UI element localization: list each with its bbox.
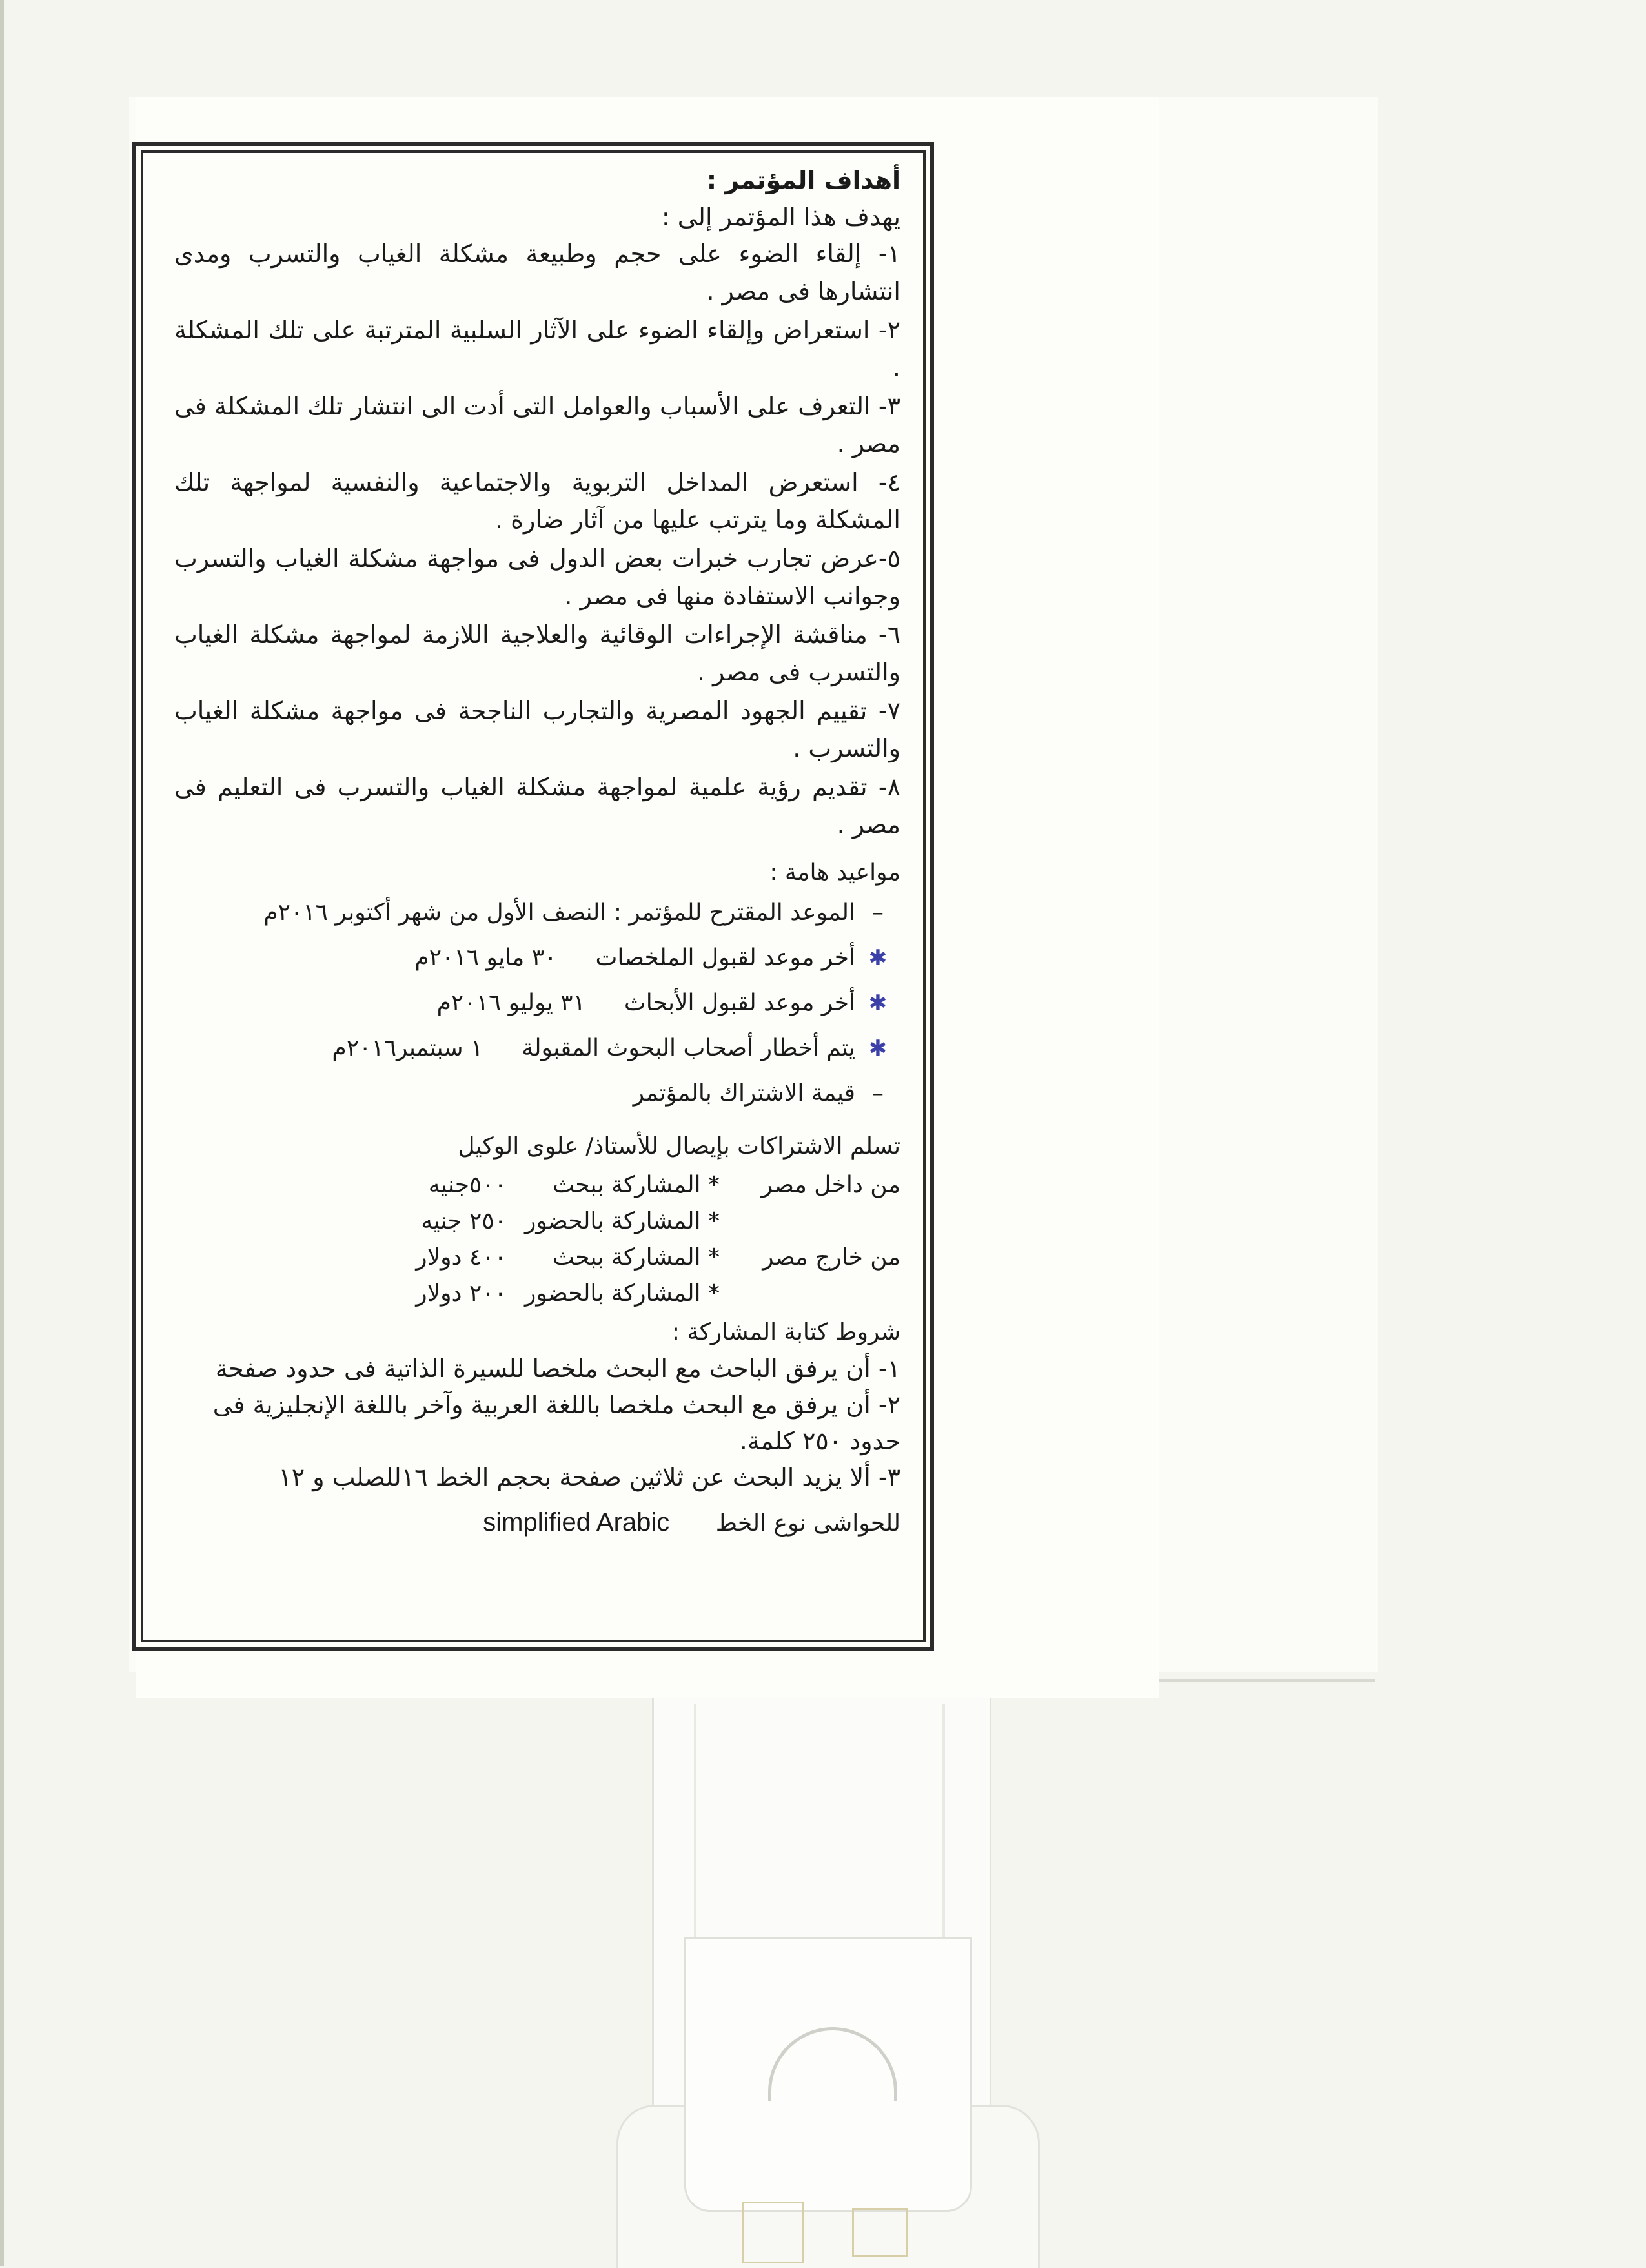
date-label: أخر موعد لقبول الملخصات: [595, 945, 855, 971]
fee-amount: ٢٠٠ دولار: [416, 1280, 507, 1307]
date-row: [174, 986, 900, 1020]
fee-kind: * المشاركة ببحث: [552, 1244, 720, 1271]
star-bullet: ✱: [868, 990, 888, 1016]
fee-row: [174, 1203, 900, 1240]
fee-amount: ٤٠٠ دولار: [416, 1244, 507, 1271]
goal-item: ٥-عرض تجارب خبرات بعض الدول فى مواجهة مشكلة الغياب والتسرب وجوانب الاستفادة منها فى مصر .: [174, 544, 900, 610]
date-label: قيمة الاشتراك بالمؤتمر: [633, 1080, 855, 1107]
fee-row: [174, 1240, 900, 1276]
date-row: [174, 1077, 900, 1110]
important-dates-heading: مواعيد هامة :: [769, 859, 900, 886]
goal-item: ٢- استعراض وإلقاء الضوء على الآثار السلبية المترتبة على تلك المشكلة .: [174, 316, 900, 382]
dash-bullet: –: [872, 899, 884, 926]
fee-row: [174, 1167, 900, 1203]
fee-amount: ٥٠٠جنيه: [428, 1172, 507, 1198]
condition-item: ١- أن يرفق الباحث مع البحث ملخصا للسيرة الذاتية فى حدود صفحة: [215, 1354, 900, 1383]
fee-origin: [720, 1203, 900, 1240]
font-note-label: للحواشى نوع الخط: [715, 1510, 900, 1537]
goals-intro: يهدف هذا المؤتمر إلى :: [661, 203, 900, 231]
fee-kind: * المشاركة بالحضور: [525, 1280, 720, 1307]
conference-goals-title: أهداف المؤتمر :: [706, 166, 900, 194]
fee-kind: * المشاركة ببحث: [552, 1172, 720, 1198]
date-value: ٣٠ مايو ٢٠١٦م: [414, 945, 557, 971]
goal-item: ٣- التعرف على الأسباب والعوامل التى أدت الى انتشار تلك المشكلة فى مصر .: [174, 392, 900, 458]
goal-item: ١- إلقاء الضوء على حجم وطبيعة مشكلة الغياب والتسرب ومدى انتشارها فى مصر .: [174, 240, 900, 305]
fee-origin: [720, 1276, 900, 1312]
scan-left-edge: [0, 0, 4, 2266]
font-name: simplified Arabic: [483, 1508, 670, 1537]
film-logo-icon: [852, 2208, 908, 2257]
font-note-line: [174, 1504, 900, 1542]
date-row: [174, 941, 900, 975]
fee-row: [174, 1276, 900, 1312]
star-bullet: ✱: [868, 1036, 888, 1061]
goal-item: ٨- تقديم رؤية علمية لمواجهة مشكلة الغياب والتسرب فى التعليم فى مصر .: [174, 773, 900, 839]
fee-origin: من داخل مصر: [761, 1172, 900, 1198]
date-label: الموعد المقترح للمؤتمر : النصف الأول من شهر أكتوبر ٢٠١٦م: [263, 899, 855, 926]
date-value: ١ سبتمبر٢٠١٦م: [332, 1035, 483, 1061]
condition-item: ٢- أن يرفق مع البحث ملخصا باللغة العربية وآخر باللغة الإنجليزية فى حدود ٢٥٠ كلمة.: [212, 1391, 900, 1455]
fee-kind: * المشاركة بالحضور: [525, 1208, 720, 1234]
date-label: أخر موعد لقبول الأبحاث: [624, 990, 855, 1016]
date-label: يتم أخطار أصحاب البحوث المقبولة: [522, 1035, 855, 1061]
flyer-content: [174, 161, 900, 1614]
star-bullet: ✱: [868, 945, 888, 971]
fee-origin: من خارج مصر: [762, 1244, 900, 1271]
goal-item: ٦- مناقشة الإجراءات الوقائية والعلاجية اللازمة لمواجهة مشكلة الغياب والتسرب فى مصر .: [174, 620, 900, 686]
conditions-heading: شروط كتابة المشاركة :: [671, 1319, 900, 1345]
goal-item: ٤- استعرض المداخل التربوية والاجتماعية والنفسية لمواجهة تلك المشكلة وما يترتب عليها من آثار ضارة .: [174, 468, 900, 534]
fee-amount: ٢٥٠ جنيه: [421, 1208, 507, 1234]
date-value: ٣١ يوليو ٢٠١٦م: [436, 990, 585, 1016]
goal-item: ٧- تقييم الجهود المصرية والتجارب الناجحة فى مواجهة مشكلة الغياب والتسرب .: [174, 697, 900, 762]
film-logo-icon: [742, 2202, 804, 2263]
date-row: [174, 1032, 900, 1065]
condition-item: ٣- ألا يزيد البحث عن ثلاثين صفحة بحجم الخط ١٦للصلب و ١٢: [278, 1463, 900, 1491]
date-row: [174, 896, 900, 930]
dash-bullet: –: [872, 1080, 884, 1107]
fees-heading: تسلم الاشتراكات بإيصال للأستاذ/ علوى الوكيل: [458, 1133, 900, 1160]
